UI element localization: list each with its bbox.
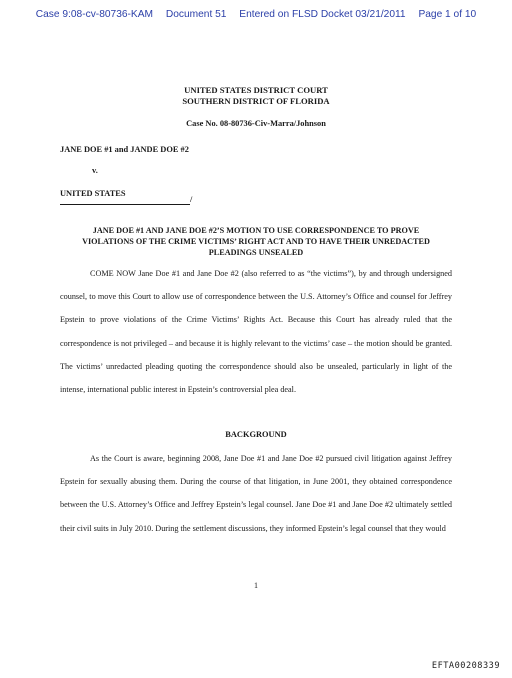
motion-title: JANE DOE #1 AND JANE DOE #2’S MOTION TO USE CORRESPONDENCE TO PROVE VIOLATIONS OF THE CRIME VICTIMS’ RIGHT ACT AND TO HAVE THEIR UNREDACTED PLEADINGS UNSEALED [82, 226, 430, 257]
paragraph-2-text: As the Court is aware, beginning 2008, Jane Doe #1 and Jane Doe #2 pursued civil litigation against Jeffrey Epstein for sexually abusing them. During the course of that litigation, in June 2001, they obtained correspondence between the U.S. Attorney’s Office and Jeffrey Epstein’s legal counsel. Jane Doe #1 and Jane Doe #2 ultimately settled their civil suits in July 2010. During the settlement discussions, they informed Epstein’s legal counsel that they would [60, 454, 452, 533]
paragraph-1-text: COME NOW Jane Doe #1 and Jane Doe #2 (also referred to as “the victims”), by and through undersigned counsel, to move this Court to allow use of correspondence between the U.S. Attorney’s Office and counsel for Jeffrey Epstein to prove violations of the Crime Victims’ Rights Act. Because this Court has already ruled that the correspondence is not privileged – and because it is highly relevant to the victims’ case – the motion should be granted. The victims’ unredacted pleading quoting the correspondence should also be unsealed, particularly in light of the intense, international public interest in Epstein’s controversial plea deal. [60, 269, 452, 395]
header-case: Case 9:08-cv-80736-KAM [35, 9, 153, 20]
section-heading: BACKGROUND [225, 430, 287, 439]
page-number: 1 [254, 581, 258, 590]
case-number: Case No. 08-80736-Civ-Marra/Johnson [186, 119, 326, 128]
docket-header [0, 9, 512, 20]
header-document: Document 51 [165, 9, 227, 20]
court-line-2: SOUTHERN DISTRICT OF FLORIDA [182, 96, 330, 106]
defendant: UNITED STATES [60, 189, 126, 198]
bates-number: EFTA00208339 [431, 661, 500, 671]
body-paragraph-1 [60, 262, 452, 401]
header-page: Page 1 of 10 [418, 9, 477, 20]
plaintiffs: JANE DOE #1 and JANDE DOE #2 [60, 145, 189, 154]
caption-separator-slash: / [190, 195, 193, 204]
body-paragraph-2 [60, 447, 452, 540]
versus: v. [92, 166, 98, 175]
court-line-1: UNITED STATES DISTRICT COURT [184, 85, 328, 95]
court-name [0, 85, 512, 107]
header-entered: Entered on FLSD Docket 03/21/2011 [239, 9, 406, 20]
caption-separator-line [60, 204, 190, 205]
